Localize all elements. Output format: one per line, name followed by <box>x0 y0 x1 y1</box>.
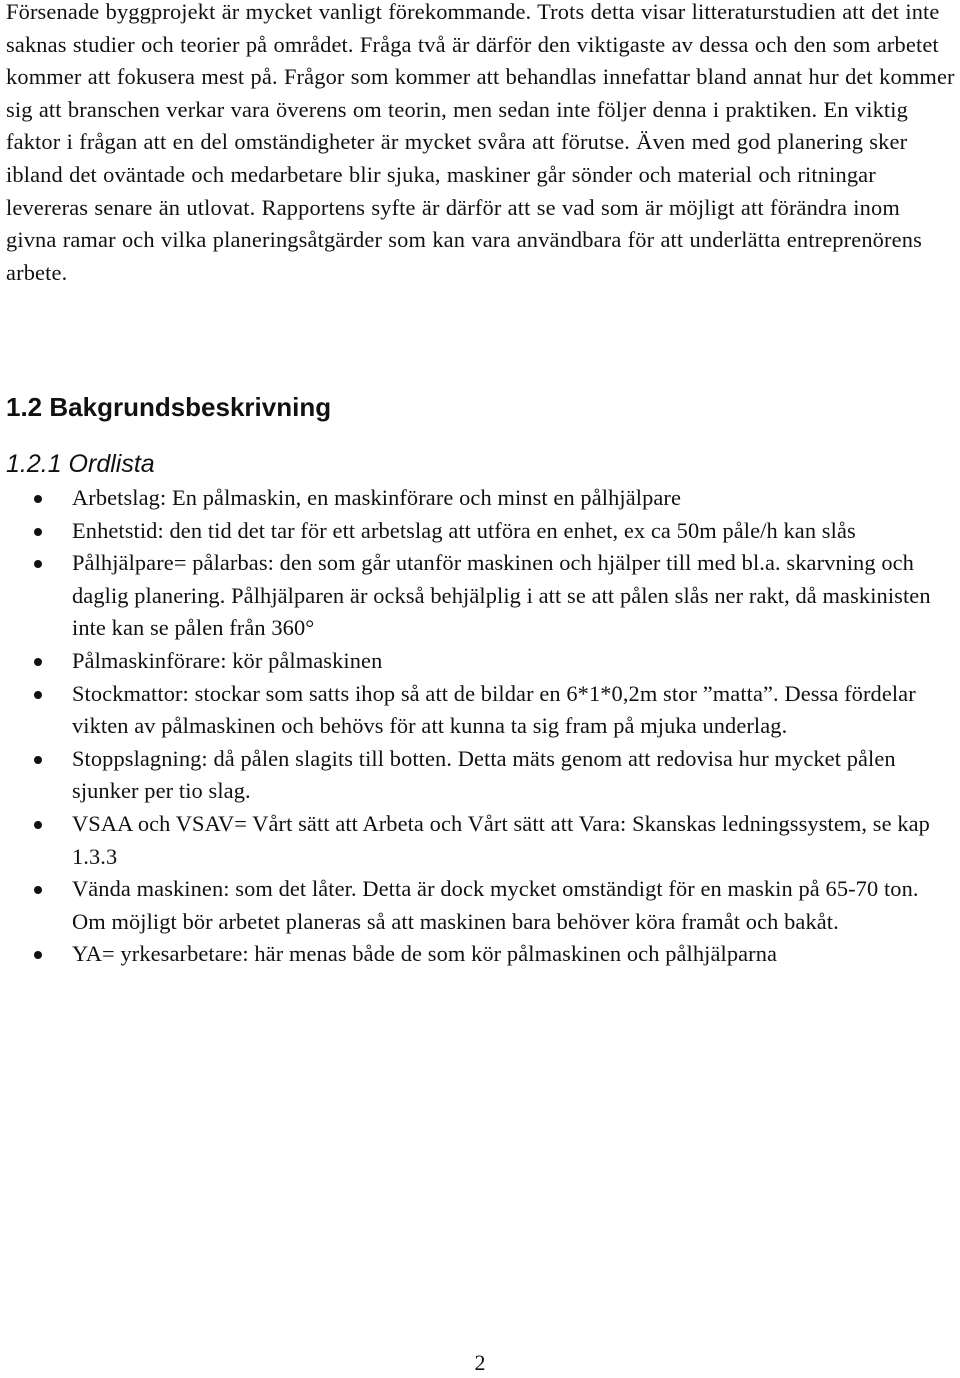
bullet-icon <box>34 691 42 699</box>
glossary-item-enhetstid <box>6 515 954 548</box>
glossary-item-text: Pålmaskinförare: kör pålmaskinen <box>72 647 383 673</box>
glossary-item-text: VSAA och VSAV= Vårt sätt att Arbeta och Vårt sätt att Vara: Skanskas ledningssystem, se kap 1.3.3 <box>72 810 930 869</box>
glossary-item-text: Arbetslag: En pålmaskin, en maskinförare och minst en pålhjälpare <box>72 485 681 510</box>
subsection-heading: 1.2.1 Ordlista <box>6 450 155 478</box>
glossary-item-stockmattor <box>6 678 954 743</box>
glossary-item-ya <box>6 938 954 971</box>
page-number: 2 <box>474 1350 486 1375</box>
bullet-icon <box>34 886 42 894</box>
glossary-item-arbetslag <box>6 482 954 515</box>
glossary-item-stoppslagning <box>6 743 954 808</box>
bullet-icon <box>34 658 42 666</box>
glossary-item-text: YA= yrkesarbetare: här menas både de som kör pålmaskinen och pålhjälparna <box>72 941 778 967</box>
glossary-item-palmaskinforare <box>6 645 954 678</box>
glossary-item-text: Pålhjälpare= pålarbas: den som går utanför maskinen och hjälper till med bl.a. skarvning och daglig planering. Pålhjälparen är också behjälplig i att se att pålen slås ner rakt, då maskinisten inte kan se pålen från 360° <box>72 550 931 641</box>
bullet-icon <box>34 495 42 503</box>
bullet-icon <box>34 756 42 764</box>
glossary-item-vanda-maskinen <box>6 873 954 938</box>
bullet-icon <box>34 560 42 568</box>
glossary-item-palhjalpare <box>6 547 954 645</box>
bullet-icon <box>34 951 42 959</box>
glossary-item-text: Stoppslagning: då pålen slagits till botten. Detta mäts genom att redovisa hur mycket pålen sjunker per tio slag. <box>72 745 896 804</box>
glossary-item-text: Vända maskinen: som det låter. Detta är dock mycket omständigt för en maskin på 65-70 ton. Om möjligt bör arbetet planeras så att maskinen bara behöver köra framåt och bakåt. <box>72 876 919 934</box>
bullet-icon <box>34 821 42 829</box>
intro-paragraph: Försenade byggprojekt är mycket vanligt förekommande. Trots detta visar litteraturstudien att det inte saknas studier och teorier på området. Fråga två är därför den viktigaste av dessa och den som arbetet kommer att fokusera mest på. Frågor som kommer att behandlas innefattar bland annat hur det kommer sig att branschen verkar vara överens om teorin, men sedan inte följer denna i praktiken. En viktig faktor i frågan att en del omständigheter är mycket svåra att förutse. Även med god planering sker ibland det oväntade och medarbetare blir sjuka, maskiner går sönder och material och ritningar levereras senare än utlovat. Rapportens syfte är därför att se vad som är möjligt att förändra inom givna ramar och vilka planeringsåtgärder som kan vara användbara för att underlätta entreprenörens arbete. <box>6 0 955 285</box>
glossary-item-vsaa-vsav <box>6 808 954 873</box>
glossary-list <box>6 482 954 971</box>
glossary-item-text: Stockmattor: stockar som satts ihop så att de bildar en 6*1*0,2m stor ”matta”. Dessa fördelar vikten av pålmaskinen och behövs för att kunna ta sig fram på mjuka underlag. <box>72 680 916 739</box>
bullet-icon <box>34 528 42 536</box>
glossary-item-text: Enhetstid: den tid det tar för ett arbetslag att utföra en enhet, ex ca 50m påle/h kan slås <box>72 517 856 543</box>
intro-section <box>6 0 956 289</box>
section-heading: 1.2 Bakgrundsbeskrivning <box>6 392 332 422</box>
